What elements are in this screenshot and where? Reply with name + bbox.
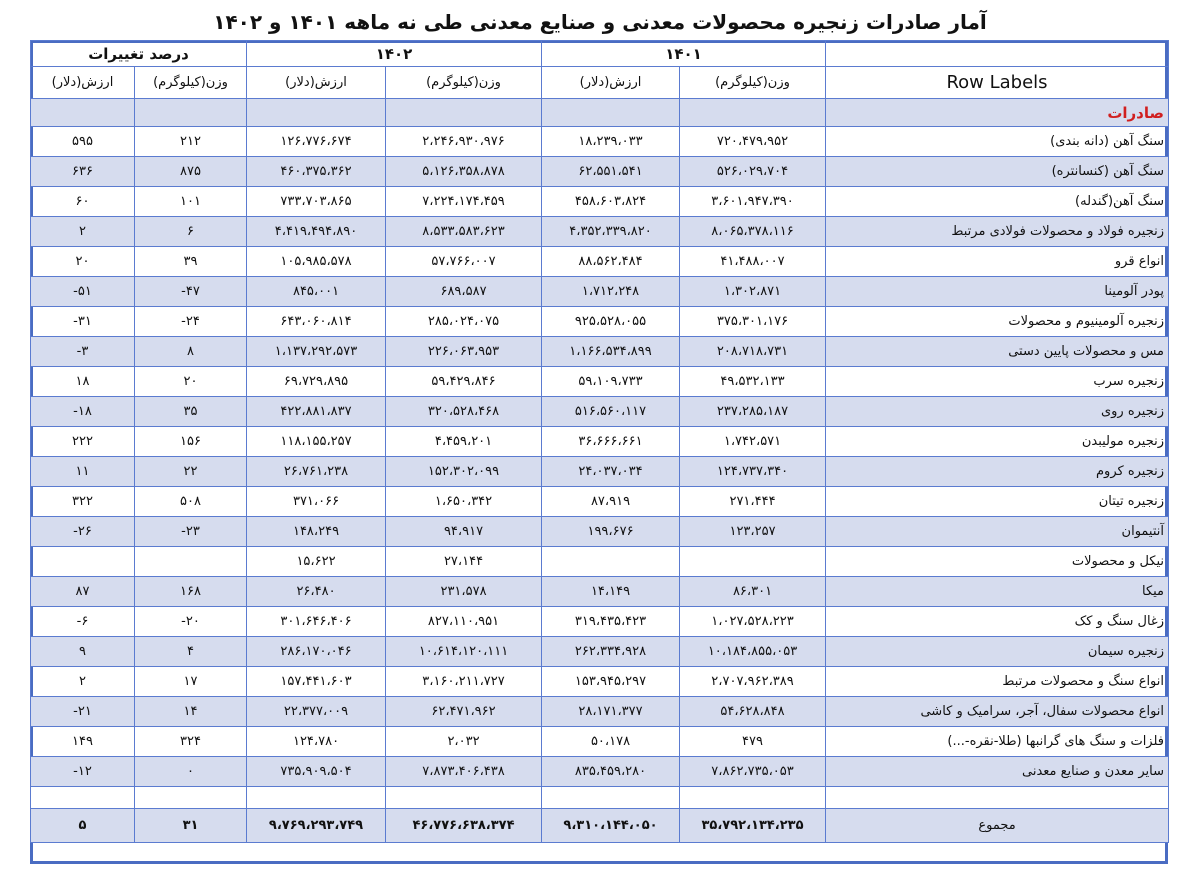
row-label: سایر معدن و صنایع معدنی [826,757,1169,787]
section-row [31,99,1169,127]
cell-1401-weight: ۲۰۸،۷۱۸،۷۳۱ [680,337,826,367]
cell-1402-weight: ۱۰،۶۱۴،۱۲۰،۱۱۱ [386,637,542,667]
cell-1401-weight: ۲۳۷،۲۸۵،۱۸۷ [680,397,826,427]
cell-1401-value: ۸۳۵،۴۵۹،۲۸۰ [542,757,680,787]
table-row [31,607,1169,637]
row-label: سنگ آهن(گندله) [826,187,1169,217]
cell-1401-value: ۸۷،۹۱۹ [542,487,680,517]
cell-1402-weight: ۵،۱۲۶،۳۵۸،۸۷۸ [386,157,542,187]
cell-1401-value: ۵۹،۱۰۹،۷۳۳ [542,367,680,397]
total-cell-change-value: ۵ [31,809,135,843]
col-header-row-labels: Row Labels [826,67,1169,99]
cell-1401-weight: ۱،۷۴۲،۵۷۱ [680,427,826,457]
cell-1402-weight: ۷،۲۲۴،۱۷۴،۴۵۹ [386,187,542,217]
table-row [31,337,1169,367]
cell-change-value: ۹ [31,637,135,667]
row-label: زنجیره مولیبدن [826,427,1169,457]
cell-1402-weight: ۷،۸۷۳،۴۰۶،۴۳۸ [386,757,542,787]
cell-change-weight: ۳۵ [135,397,247,427]
cell-change-weight: ۰ [135,757,247,787]
table-row [31,427,1169,457]
cell-1402-weight: ۱۵۲،۳۰۲،۰۹۹ [386,457,542,487]
cell-1402-weight: ۲۸۵،۰۲۴،۰۷۵ [386,307,542,337]
section-label: صادرات [826,99,1169,127]
group-header-empty [826,41,1169,67]
table-row [31,157,1169,187]
cell-1402-value: ۴۲۲،۸۸۱،۸۳۷ [247,397,386,427]
cell-change-value [31,547,135,577]
cell-1402-weight: ۶۸۹،۵۸۷ [386,277,542,307]
header-row-columns [31,67,1169,99]
cell-1401-value: ۵۰،۱۷۸ [542,727,680,757]
cell-1401-weight: ۲۷۱،۴۴۴ [680,487,826,517]
page-title: آمار صادرات زنجیره محصولات معدنی و صنایع معدنی طی نه ماهه ۱۴۰۱ و ۱۴۰۲ [213,10,987,34]
cell-1402-weight: ۹۴،۹۱۷ [386,517,542,547]
cell-1402-value: ۱۴۸،۲۴۹ [247,517,386,547]
cell-change-value: ۲۲۲ [31,427,135,457]
cell-1402-value: ۷۳۵،۹۰۹،۵۰۴ [247,757,386,787]
cell-1401-weight: ۸۶،۳۰۱ [680,577,826,607]
cell-1402-value: ۴،۴۱۹،۴۹۴،۸۹۰ [247,217,386,247]
total-cell-1401-weight: ۳۵،۷۹۲،۱۳۴،۲۳۵ [680,809,826,843]
total-cell-1402-value: ۹،۷۶۹،۲۹۳،۷۴۹ [247,809,386,843]
col-header-change-weight: وزن(کیلوگرم) [135,67,247,99]
row-label: آنتیموان [826,517,1169,547]
row-label: زنجیره آلومینیوم و محصولات [826,307,1169,337]
cell-1401-weight: ۵۴،۶۲۸،۸۴۸ [680,697,826,727]
spacer-row [31,787,1169,809]
cell-change-value: -۵۱ [31,277,135,307]
cell-change-value: ۲۰ [31,247,135,277]
cell-1402-weight: ۳،۱۶۰،۲۱۱،۷۲۷ [386,667,542,697]
total-row [31,809,1169,843]
cell-1401-weight [680,547,826,577]
cell-change-weight: ۸۷۵ [135,157,247,187]
cell-change-weight: ۲۲ [135,457,247,487]
cell-change-weight: -۴۷ [135,277,247,307]
cell-change-weight: ۸ [135,337,247,367]
cell-1402-value: ۱۲۴،۷۸۰ [247,727,386,757]
cell-change-weight: ۵۰۸ [135,487,247,517]
cell-change-value: ۵۹۵ [31,127,135,157]
table-row [31,397,1169,427]
row-label: زنجیره سرب [826,367,1169,397]
group-header-change: درصد تغییرات [31,41,247,67]
row-label: زغال سنگ و کک [826,607,1169,637]
table-row [31,637,1169,667]
col-header-1401-value: ارزش(دلار) [542,67,680,99]
cell-1402-value: ۴۶۰،۳۷۵،۳۶۲ [247,157,386,187]
cell-1402-weight: ۳۲۰،۵۲۸،۴۶۸ [386,397,542,427]
row-label: انواع محصولات سفال، آجر، سرامیک و کاشی [826,697,1169,727]
table-row [31,277,1169,307]
cell-1401-value: ۳۱۹،۴۳۵،۴۲۳ [542,607,680,637]
cell-change-weight [135,547,247,577]
cell-1402-value: ۲۲،۳۷۷،۰۰۹ [247,697,386,727]
row-label: زنجیره سیمان [826,637,1169,667]
col-header-change-value: ارزش(دلار) [31,67,135,99]
cell-1401-weight: ۳،۶۰۱،۹۴۷،۳۹۰ [680,187,826,217]
table-row [31,127,1169,157]
cell-1402-weight: ۸،۵۳۳،۵۸۳،۶۲۳ [386,217,542,247]
table-row [31,547,1169,577]
cell-1402-value: ۷۳۳،۷۰۳،۸۶۵ [247,187,386,217]
cell-1402-value: ۳۰۱،۶۴۶،۴۰۶ [247,607,386,637]
table-row [31,487,1169,517]
col-header-1402-weight: وزن(کیلوگرم) [386,67,542,99]
cell-1401-value: ۱۸،۲۳۹،۰۳۳ [542,127,680,157]
row-label: انواع قرو [826,247,1169,277]
cell-1402-weight: ۱،۶۵۰،۳۴۲ [386,487,542,517]
row-label: نیکل و محصولات [826,547,1169,577]
cell-change-value: ۱۸ [31,367,135,397]
cell-1401-value: ۲۶۲،۳۳۴،۹۲۸ [542,637,680,667]
cell-1402-weight: ۲۳۱،۵۷۸ [386,577,542,607]
cell-change-weight: ۱۵۶ [135,427,247,457]
cell-1401-value: ۸۸،۵۶۲،۴۸۴ [542,247,680,277]
cell-1402-weight: ۶۲،۴۷۱،۹۶۲ [386,697,542,727]
row-label: سنگ آهن (دانه بندی) [826,127,1169,157]
cell-change-value: ۶۰ [31,187,135,217]
table-row [31,667,1169,697]
table-row [31,367,1169,397]
cell-1402-value: ۶۹،۷۲۹،۸۹۵ [247,367,386,397]
row-label: میکا [826,577,1169,607]
cell-1401-value: ۲۴،۰۳۷،۰۳۴ [542,457,680,487]
row-label: انواع سنگ و محصولات مرتبط [826,667,1169,697]
cell-change-value: -۱۲ [31,757,135,787]
cell-1401-weight: ۱۲۳،۲۵۷ [680,517,826,547]
cell-1402-weight: ۲۷،۱۴۴ [386,547,542,577]
cell-change-value: -۳ [31,337,135,367]
col-header-1401-weight: وزن(کیلوگرم) [680,67,826,99]
cell-1402-weight: ۲۲۶،۰۶۳،۹۵۳ [386,337,542,367]
row-label: زنجیره کروم [826,457,1169,487]
cell-1401-value: ۲۸،۱۷۱،۳۷۷ [542,697,680,727]
cell-1402-value: ۱۰۵،۹۸۵،۵۷۸ [247,247,386,277]
total-row-label: مجموع [826,809,1169,843]
cell-1402-weight: ۴،۴۵۹،۲۰۱ [386,427,542,457]
cell-change-weight: -۲۴ [135,307,247,337]
cell-1402-value: ۲۶،۴۸۰ [247,577,386,607]
cell-1401-weight: ۷۲۰،۴۷۹،۹۵۲ [680,127,826,157]
cell-1401-value [542,547,680,577]
cell-change-value: -۳۱ [31,307,135,337]
cell-1401-weight: ۷،۸۶۲،۷۳۵،۰۵۳ [680,757,826,787]
cell-change-value: -۲۶ [31,517,135,547]
group-header-1401: ۱۴۰۱ [542,41,826,67]
cell-change-weight: -۲۰ [135,607,247,637]
cell-1402-value: ۱۵۷،۴۴۱،۶۰۳ [247,667,386,697]
table-row [31,697,1169,727]
cell-change-value: -۶ [31,607,135,637]
cell-change-weight: ۴ [135,637,247,667]
cell-change-weight: ۱۴ [135,697,247,727]
cell-change-weight: ۱۰۱ [135,187,247,217]
cell-1402-value: ۸۴۵،۰۰۱ [247,277,386,307]
cell-1401-value: ۱،۷۱۲،۲۴۸ [542,277,680,307]
cell-1402-value: ۱۱۸،۱۵۵،۲۵۷ [247,427,386,457]
row-label: زنجیره فولاد و محصولات فولادی مرتبط [826,217,1169,247]
cell-1401-value: ۱۴،۱۴۹ [542,577,680,607]
group-header-1402: ۱۴۰۲ [247,41,542,67]
row-label: فلزات و سنگ های گرانبها (طلا-نقره-...) [826,727,1169,757]
cell-1401-weight: ۵۲۶،۰۲۹،۷۰۴ [680,157,826,187]
cell-change-weight: -۲۳ [135,517,247,547]
cell-1401-weight: ۱۲۴،۷۳۷،۳۴۰ [680,457,826,487]
total-cell-1401-value: ۹،۳۱۰،۱۴۴،۰۵۰ [542,809,680,843]
cell-1402-weight: ۸۲۷،۱۱۰،۹۵۱ [386,607,542,637]
cell-1401-value: ۱،۱۶۶،۵۳۴،۸۹۹ [542,337,680,367]
header-row-years [31,41,1169,67]
cell-1401-value: ۱۵۳،۹۴۵،۲۹۷ [542,667,680,697]
table-row [31,187,1169,217]
cell-change-value: ۲ [31,217,135,247]
cell-1402-value: ۱،۱۳۷،۲۹۲،۵۷۳ [247,337,386,367]
cell-1402-value: ۲۸۶،۱۷۰،۰۴۶ [247,637,386,667]
cell-change-value: ۱۱ [31,457,135,487]
total-cell-change-weight: ۳۱ [135,809,247,843]
table-row [31,307,1169,337]
cell-change-weight: ۳۲۴ [135,727,247,757]
col-header-1402-value: ارزش(دلار) [247,67,386,99]
cell-1401-weight: ۱۰،۱۸۴،۸۵۵،۰۵۳ [680,637,826,667]
cell-1401-value: ۹۲۵،۵۲۸،۰۵۵ [542,307,680,337]
cell-1402-value: ۱۲۶،۷۷۶،۶۷۴ [247,127,386,157]
table-row [31,247,1169,277]
table-row [31,577,1169,607]
row-label: پودر آلومینا [826,277,1169,307]
cell-1402-weight: ۵۷،۷۶۶،۰۰۷ [386,247,542,277]
row-label: سنگ آهن (کنسانتره) [826,157,1169,187]
total-cell-1402-weight: ۴۶،۷۷۶،۶۳۸،۳۷۴ [386,809,542,843]
cell-1401-weight: ۴۷۹ [680,727,826,757]
cell-1402-value: ۳۷۱،۰۶۶ [247,487,386,517]
cell-change-value: ۸۷ [31,577,135,607]
row-label: مس و محصولات پایین دستی [826,337,1169,367]
cell-1401-weight: ۴۹،۵۳۲،۱۳۳ [680,367,826,397]
exports-table [30,40,1169,843]
table-row [31,457,1169,487]
cell-1402-weight: ۵۹،۴۲۹،۸۴۶ [386,367,542,397]
cell-change-value: ۶۳۶ [31,157,135,187]
cell-1401-value: ۴،۳۵۲،۳۳۹،۸۲۰ [542,217,680,247]
cell-change-weight: ۱۷ [135,667,247,697]
cell-1402-value: ۱۵،۶۲۲ [247,547,386,577]
cell-change-weight: ۶ [135,217,247,247]
cell-1401-weight: ۳۷۵،۳۰۱،۱۷۶ [680,307,826,337]
cell-change-value: ۱۴۹ [31,727,135,757]
cell-1401-weight: ۸،۰۶۵،۳۷۸،۱۱۶ [680,217,826,247]
row-label: زنجیره روی [826,397,1169,427]
cell-change-weight: ۲۱۲ [135,127,247,157]
cell-change-value: ۲ [31,667,135,697]
cell-change-weight: ۲۰ [135,367,247,397]
cell-1401-value: ۴۵۸،۶۰۳،۸۲۴ [542,187,680,217]
cell-1402-value: ۶۴۳،۰۶۰،۸۱۴ [247,307,386,337]
cell-1401-weight: ۲،۷۰۷،۹۶۲،۳۸۹ [680,667,826,697]
cell-1401-value: ۱۹۹،۶۷۶ [542,517,680,547]
cell-1402-weight: ۲،۰۳۲ [386,727,542,757]
cell-change-value: -۱۸ [31,397,135,427]
cell-1401-value: ۳۶،۶۶۶،۶۶۱ [542,427,680,457]
cell-1402-weight: ۲،۲۴۶،۹۳۰،۹۷۶ [386,127,542,157]
cell-1401-weight: ۱،۰۲۷،۵۲۸،۲۲۳ [680,607,826,637]
cell-1401-value: ۵۱۶،۵۶۰،۱۱۷ [542,397,680,427]
cell-change-weight: ۱۶۸ [135,577,247,607]
cell-change-weight: ۳۹ [135,247,247,277]
table-row [31,217,1169,247]
cell-1401-weight: ۱،۳۰۲،۸۷۱ [680,277,826,307]
cell-1401-value: ۶۲،۵۵۱،۵۴۱ [542,157,680,187]
cell-change-value: ۳۲۲ [31,487,135,517]
cell-1402-value: ۲۶،۷۶۱،۲۳۸ [247,457,386,487]
cell-change-value: -۲۱ [31,697,135,727]
cell-1401-weight: ۴۱،۴۸۸،۰۰۷ [680,247,826,277]
table-row [31,727,1169,757]
table-row [31,517,1169,547]
row-label: زنجیره تیتان [826,487,1169,517]
table-row [31,757,1169,787]
